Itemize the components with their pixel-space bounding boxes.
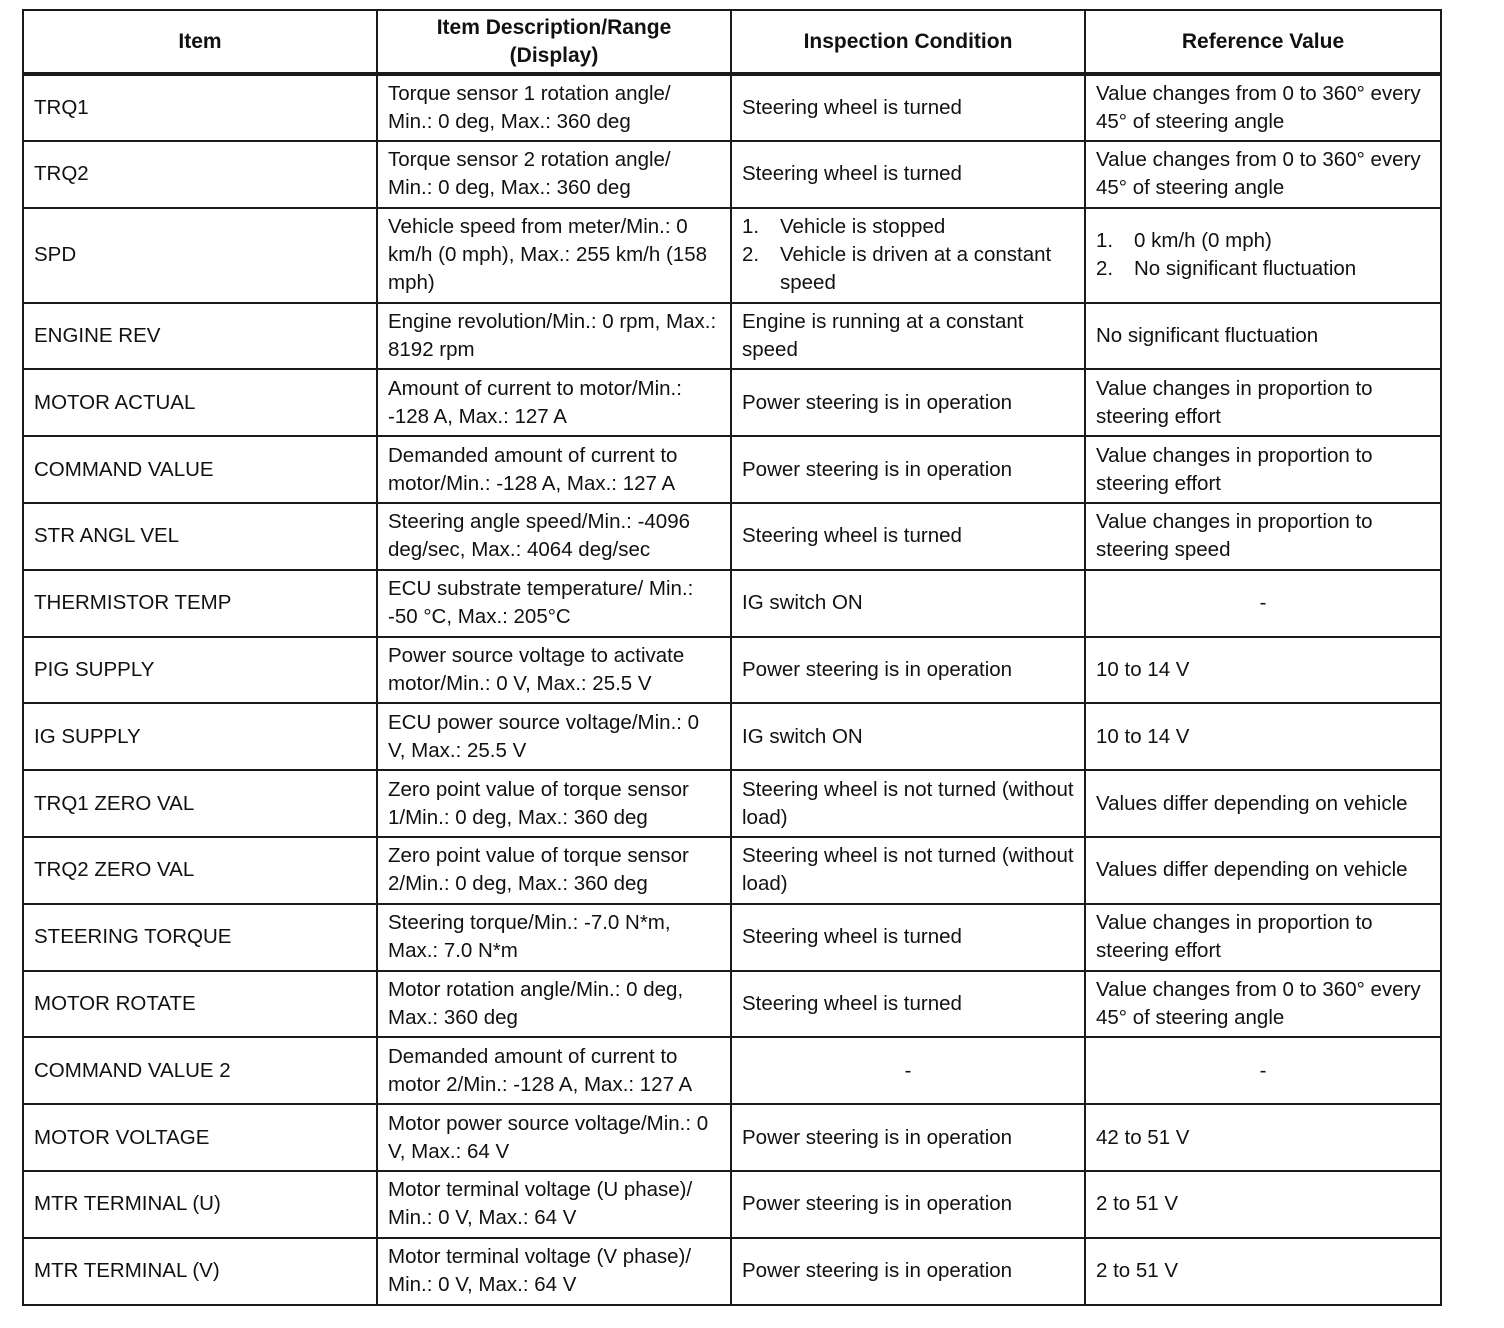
table-row <box>23 436 1441 503</box>
cell-condition <box>731 208 1085 303</box>
list-item <box>742 213 1074 241</box>
cell-item: MTR TERMINAL (U) <box>23 1171 377 1238</box>
list-item <box>1096 255 1430 283</box>
list-item-text: No significant fluctuation <box>1134 257 1357 281</box>
cell-item: THERMISTOR TEMP <box>23 570 377 637</box>
table-row <box>23 637 1441 704</box>
cell-reference-list <box>1096 227 1430 283</box>
cell-condition: Engine is running at a constant speed <box>731 303 1085 370</box>
cell-item: ENGINE REV <box>23 303 377 370</box>
cell-description: Vehicle speed from meter/Min.: 0 km/h (0 mph), Max.: 255 km/h (158 mph) <box>377 208 731 303</box>
cell-reference: - <box>1085 1037 1441 1104</box>
table-row <box>23 1238 1441 1305</box>
list-item-number: 1. <box>1096 229 1114 253</box>
cell-reference: 2 to 51 V <box>1085 1171 1441 1238</box>
cell-reference: 42 to 51 V <box>1085 1104 1441 1171</box>
list-item <box>1096 227 1430 255</box>
cell-item: IG SUPPLY <box>23 703 377 770</box>
cell-condition: Steering wheel is not turned (without load) <box>731 837 1085 904</box>
header-description-line1: Item Description/Range <box>436 15 672 39</box>
cell-condition: Steering wheel is turned <box>731 74 1085 141</box>
cell-description: Zero point value of torque sensor 2/Min.: 0 deg, Max.: 360 deg <box>377 837 731 904</box>
table-row <box>23 303 1441 370</box>
table-row <box>23 837 1441 904</box>
table-row <box>23 1037 1441 1104</box>
cell-reference: 10 to 14 V <box>1085 637 1441 704</box>
cell-item: TRQ1 ZERO VAL <box>23 770 377 837</box>
cell-item: TRQ2 ZERO VAL <box>23 837 377 904</box>
cell-item: COMMAND VALUE <box>23 436 377 503</box>
cell-item: MTR TERMINAL (V) <box>23 1238 377 1305</box>
cell-item: TRQ2 <box>23 141 377 208</box>
list-item-text: Vehicle is stopped <box>780 215 946 239</box>
cell-reference: 2 to 51 V <box>1085 1238 1441 1305</box>
cell-description: Amount of current to motor/Min.: -128 A, Max.: 127 A <box>377 369 731 436</box>
cell-description: ECU substrate temperature/ Min.: -50 °C, Max.: 205°C <box>377 570 731 637</box>
cell-description: Motor terminal voltage (U phase)/ Min.: 0 V, Max.: 64 V <box>377 1171 731 1238</box>
cell-item: PIG SUPPLY <box>23 637 377 704</box>
cell-condition: IG switch ON <box>731 703 1085 770</box>
table-row <box>23 141 1441 208</box>
cell-description: Motor rotation angle/Min.: 0 deg, Max.: 360 deg <box>377 971 731 1038</box>
header-reference: Reference Value <box>1085 10 1441 74</box>
cell-reference: Value changes from 0 to 360° every 45° of steering angle <box>1085 74 1441 141</box>
cell-description: Motor terminal voltage (V phase)/ Min.: 0 V, Max.: 64 V <box>377 1238 731 1305</box>
cell-condition: IG switch ON <box>731 570 1085 637</box>
cell-reference: Values differ depending on vehicle <box>1085 770 1441 837</box>
cell-reference: Value changes in proportion to steering effort <box>1085 369 1441 436</box>
cell-condition: Steering wheel is turned <box>731 141 1085 208</box>
cell-description: Torque sensor 1 rotation angle/ Min.: 0 deg, Max.: 360 deg <box>377 74 731 141</box>
cell-description: Zero point value of torque sensor 1/Min.: 0 deg, Max.: 360 deg <box>377 770 731 837</box>
cell-condition: Power steering is in operation <box>731 1171 1085 1238</box>
list-item-number: 2. <box>1096 257 1114 281</box>
cell-description: Torque sensor 2 rotation angle/ Min.: 0 deg, Max.: 360 deg <box>377 141 731 208</box>
cell-item: COMMAND VALUE 2 <box>23 1037 377 1104</box>
cell-condition: Power steering is in operation <box>731 369 1085 436</box>
data-list-table <box>22 9 1442 1306</box>
list-item-text: Vehicle is driven at a constant speed <box>780 243 1052 295</box>
table-row <box>23 208 1441 303</box>
list-item-number: 2. <box>742 243 760 267</box>
table-row <box>23 770 1441 837</box>
cell-reference <box>1085 208 1441 303</box>
cell-item: STEERING TORQUE <box>23 904 377 971</box>
cell-condition: - <box>731 1037 1085 1104</box>
table-row <box>23 703 1441 770</box>
header-condition: Inspection Condition <box>731 10 1085 74</box>
cell-item: STR ANGL VEL <box>23 503 377 570</box>
cell-condition: Power steering is in operation <box>731 637 1085 704</box>
cell-condition-list <box>742 213 1074 297</box>
cell-item: MOTOR ACTUAL <box>23 369 377 436</box>
cell-condition: Power steering is in operation <box>731 436 1085 503</box>
list-item-number: 1. <box>742 215 760 239</box>
cell-reference: Value changes in proportion to steering effort <box>1085 904 1441 971</box>
table-row <box>23 1171 1441 1238</box>
table-row <box>23 369 1441 436</box>
cell-item: MOTOR ROTATE <box>23 971 377 1038</box>
cell-reference: Value changes in proportion to steering effort <box>1085 436 1441 503</box>
cell-description: Demanded amount of current to motor/Min.: -128 A, Max.: 127 A <box>377 436 731 503</box>
cell-condition: Steering wheel is not turned (without load) <box>731 770 1085 837</box>
list-item-text: 0 km/h (0 mph) <box>1134 229 1272 253</box>
cell-item: SPD <box>23 208 377 303</box>
table-row <box>23 503 1441 570</box>
table-row <box>23 74 1441 141</box>
cell-description: Engine revolution/Min.: 0 rpm, Max.: 8192 rpm <box>377 303 731 370</box>
cell-item: MOTOR VOLTAGE <box>23 1104 377 1171</box>
cell-description: Steering torque/Min.: -7.0 N*m, Max.: 7.0 N*m <box>377 904 731 971</box>
header-item: Item <box>23 10 377 74</box>
list-item <box>742 241 1074 297</box>
cell-reference: 10 to 14 V <box>1085 703 1441 770</box>
cell-condition: Steering wheel is turned <box>731 904 1085 971</box>
cell-description: Steering angle speed/Min.: -4096 deg/sec, Max.: 4064 deg/sec <box>377 503 731 570</box>
cell-description: Power source voltage to activate motor/Min.: 0 V, Max.: 25.5 V <box>377 637 731 704</box>
cell-condition: Power steering is in operation <box>731 1104 1085 1171</box>
cell-condition: Steering wheel is turned <box>731 971 1085 1038</box>
table-row <box>23 904 1441 971</box>
cell-reference: Value changes in proportion to steering speed <box>1085 503 1441 570</box>
cell-description: ECU power source voltage/Min.: 0 V, Max.: 25.5 V <box>377 703 731 770</box>
cell-item: TRQ1 <box>23 74 377 141</box>
cell-condition: Steering wheel is turned <box>731 503 1085 570</box>
header-row <box>23 10 1441 74</box>
cell-description: Motor power source voltage/Min.: 0 V, Max.: 64 V <box>377 1104 731 1171</box>
header-description <box>377 10 731 74</box>
cell-description: Demanded amount of current to motor 2/Min.: -128 A, Max.: 127 A <box>377 1037 731 1104</box>
cell-condition: Power steering is in operation <box>731 1238 1085 1305</box>
cell-reference: - <box>1085 570 1441 637</box>
cell-reference: Values differ depending on vehicle <box>1085 837 1441 904</box>
table-row <box>23 1104 1441 1171</box>
cell-reference: No significant fluctuation <box>1085 303 1441 370</box>
table-row <box>23 971 1441 1038</box>
header-description-line2: (Display) <box>509 43 599 67</box>
cell-reference: Value changes from 0 to 360° every 45° of steering angle <box>1085 971 1441 1038</box>
table-row <box>23 570 1441 637</box>
cell-reference: Value changes from 0 to 360° every 45° of steering angle <box>1085 141 1441 208</box>
